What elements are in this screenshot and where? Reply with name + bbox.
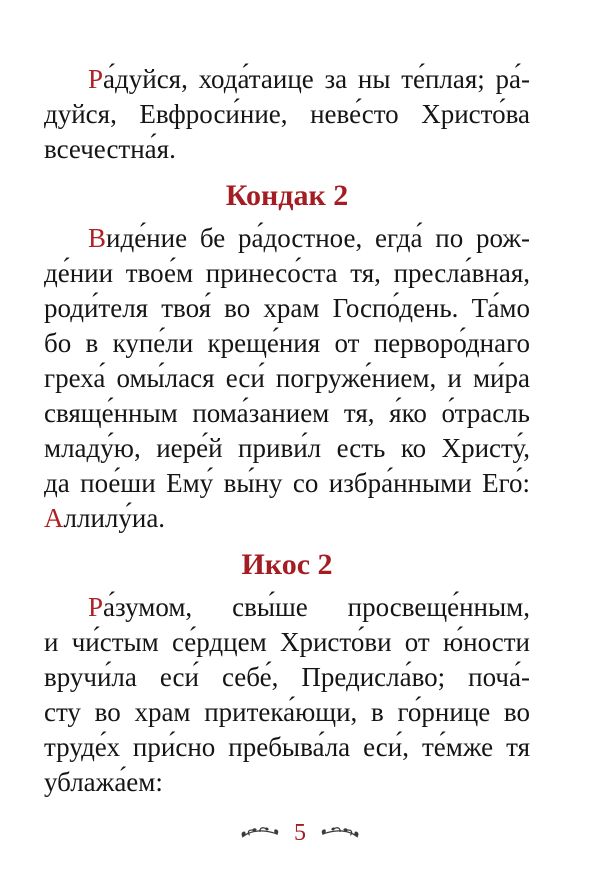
paragraph-line: де́нии твое́м принесо́ста тя, пресла́вная,	[44, 258, 530, 288]
paragraph-line: бо в купе́ли креще́ния от перворо́днаго	[44, 328, 530, 358]
paragraph-line	[44, 62, 530, 97]
paragraph-kondak-2	[44, 221, 530, 536]
section-heading-ikos-2: Икос 2	[241, 548, 333, 581]
drop-cap: В	[88, 223, 107, 253]
paragraph-line: и чи́стым се́рдцем Христо́ви от ю́ности	[44, 627, 530, 657]
paragraph-line: дуйся, Евфроси́ние, неве́сто Христо́ва	[44, 99, 530, 129]
page-footer	[0, 820, 600, 846]
paragraph-line: всечестна́я.	[44, 134, 176, 164]
paragraph-line: свяще́нным пома́занием тя, я́ко о́трасль	[44, 398, 530, 428]
paragraph-line: греха́ омы́лася еси́ погруже́нием, и ми́ра	[44, 363, 530, 393]
paragraph-line: роди́теля твоя́ во храм Госпо́день. Та́мо	[44, 293, 530, 323]
drop-cap: Р	[88, 592, 104, 622]
paragraph-line: да пое́ши Ему́ вы́ну со избра́нными Его́:	[44, 468, 530, 498]
line-text: а́дуйся, хода́таице за ны те́плая; ра́-	[103, 64, 530, 94]
paragraph-line: труде́х при́сно пребыва́ла еси́, те́мже тя	[44, 732, 530, 762]
paragraph-refrain	[44, 62, 530, 167]
paragraph-line: вручи́ла еси́ себе́, Предисла́во; поча́-	[44, 662, 530, 692]
paragraph-line: младу́ю, иере́й приви́л есть ко Христу́,	[44, 433, 530, 463]
paragraph-line	[44, 221, 530, 256]
section-heading-kondak-2: Кондак 2	[225, 179, 349, 212]
vine-flourish-right-icon	[320, 826, 360, 841]
paragraph-line	[44, 590, 530, 625]
paragraph-line: сту во храм притека́ющи, в го́рнице во	[44, 697, 530, 727]
line-text: а́зумом, свы́ше просвеще́нным,	[103, 592, 530, 622]
paragraph-line-alleluia	[44, 501, 530, 536]
line-text: иде́ние бе ра́достное, егда́ по рож-	[106, 223, 530, 253]
text-block	[44, 62, 530, 800]
paragraph-ikos-2	[44, 590, 530, 800]
drop-cap: А	[44, 503, 64, 533]
paragraph-line: ублажа́ем:	[44, 767, 163, 797]
drop-cap: Р	[88, 64, 104, 94]
vine-flourish-left-icon	[240, 826, 280, 841]
line-text: ллилу́иа.	[63, 503, 166, 533]
page-number: 5	[294, 820, 306, 846]
